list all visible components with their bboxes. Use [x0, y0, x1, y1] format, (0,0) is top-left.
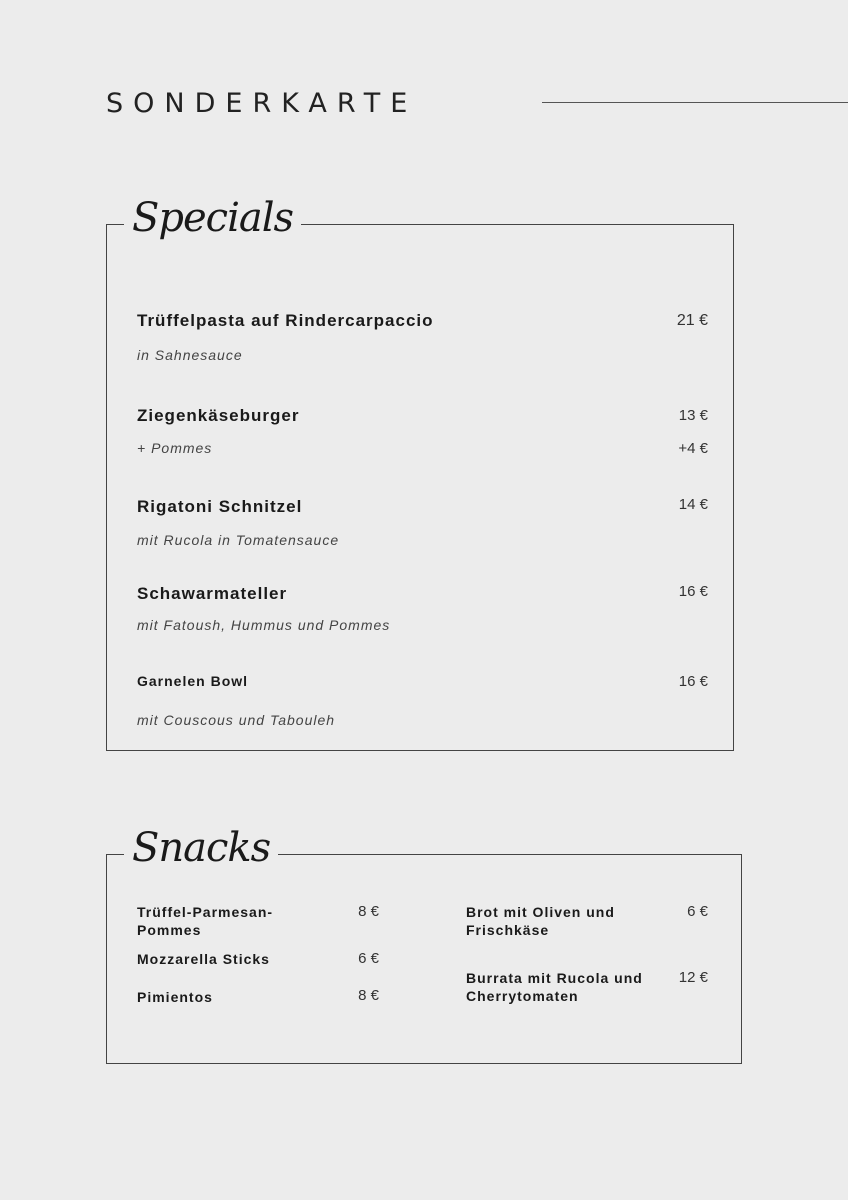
special-item-description: mit Couscous und Tabouleh [137, 712, 336, 728]
special-item-price: 16 € [678, 583, 708, 600]
snack-item-price: 8 € [358, 987, 379, 1004]
specials-box [106, 224, 734, 751]
snack-item-name-line: Trüffel-Parmesan- [137, 904, 274, 920]
snack-item-name [137, 903, 273, 939]
special-item-description: mit Fatoush, Hummus und Pommes [137, 617, 391, 633]
page-title: SONDERKARTE [106, 88, 418, 119]
special-item-description: in Sahnesauce [137, 347, 243, 363]
special-item-description: + Pommes [137, 440, 213, 456]
snack-item-price: 6 € [358, 950, 379, 967]
special-item-description: mit Rucola in Tomatensauce [137, 532, 340, 548]
title-divider [542, 102, 848, 103]
snack-item-name-line: Frischkäse [466, 922, 550, 938]
special-item-price: 13 € [678, 407, 708, 424]
snack-item-name: Mozzarella Sticks [137, 951, 270, 967]
special-item-name: Ziegenkäseburger [137, 406, 300, 425]
snacks-heading: Snacks [124, 826, 278, 870]
snack-item-price: 12 € [678, 969, 708, 986]
special-item-extra-price: +4 € [678, 440, 708, 457]
special-item-name: Schawarmateller [137, 584, 288, 603]
special-item-name: Trüffelpasta auf Rindercarpaccio [137, 311, 434, 330]
special-item-name: Garnelen Bowl [137, 673, 249, 689]
snack-item-name: Pimientos [137, 989, 213, 1005]
special-item-price: 14 € [678, 496, 708, 513]
snack-item-name [466, 903, 615, 939]
snack-item-name-line: Brot mit Oliven und [466, 904, 615, 920]
snack-item-price: 8 € [358, 903, 379, 920]
snack-item-name-line: Cherrytomaten [466, 988, 579, 1004]
special-item-name: Rigatoni Schnitzel [137, 497, 303, 516]
snack-item-name [466, 969, 643, 1005]
special-item-price: 21 € [676, 312, 708, 329]
specials-heading: Specials [124, 196, 301, 240]
snack-item-price: 6 € [687, 903, 708, 920]
special-item-price: 16 € [678, 673, 708, 690]
snack-item-name-line: Pommes [137, 922, 202, 938]
snack-item-name-line: Burrata mit Rucola und [466, 970, 643, 986]
